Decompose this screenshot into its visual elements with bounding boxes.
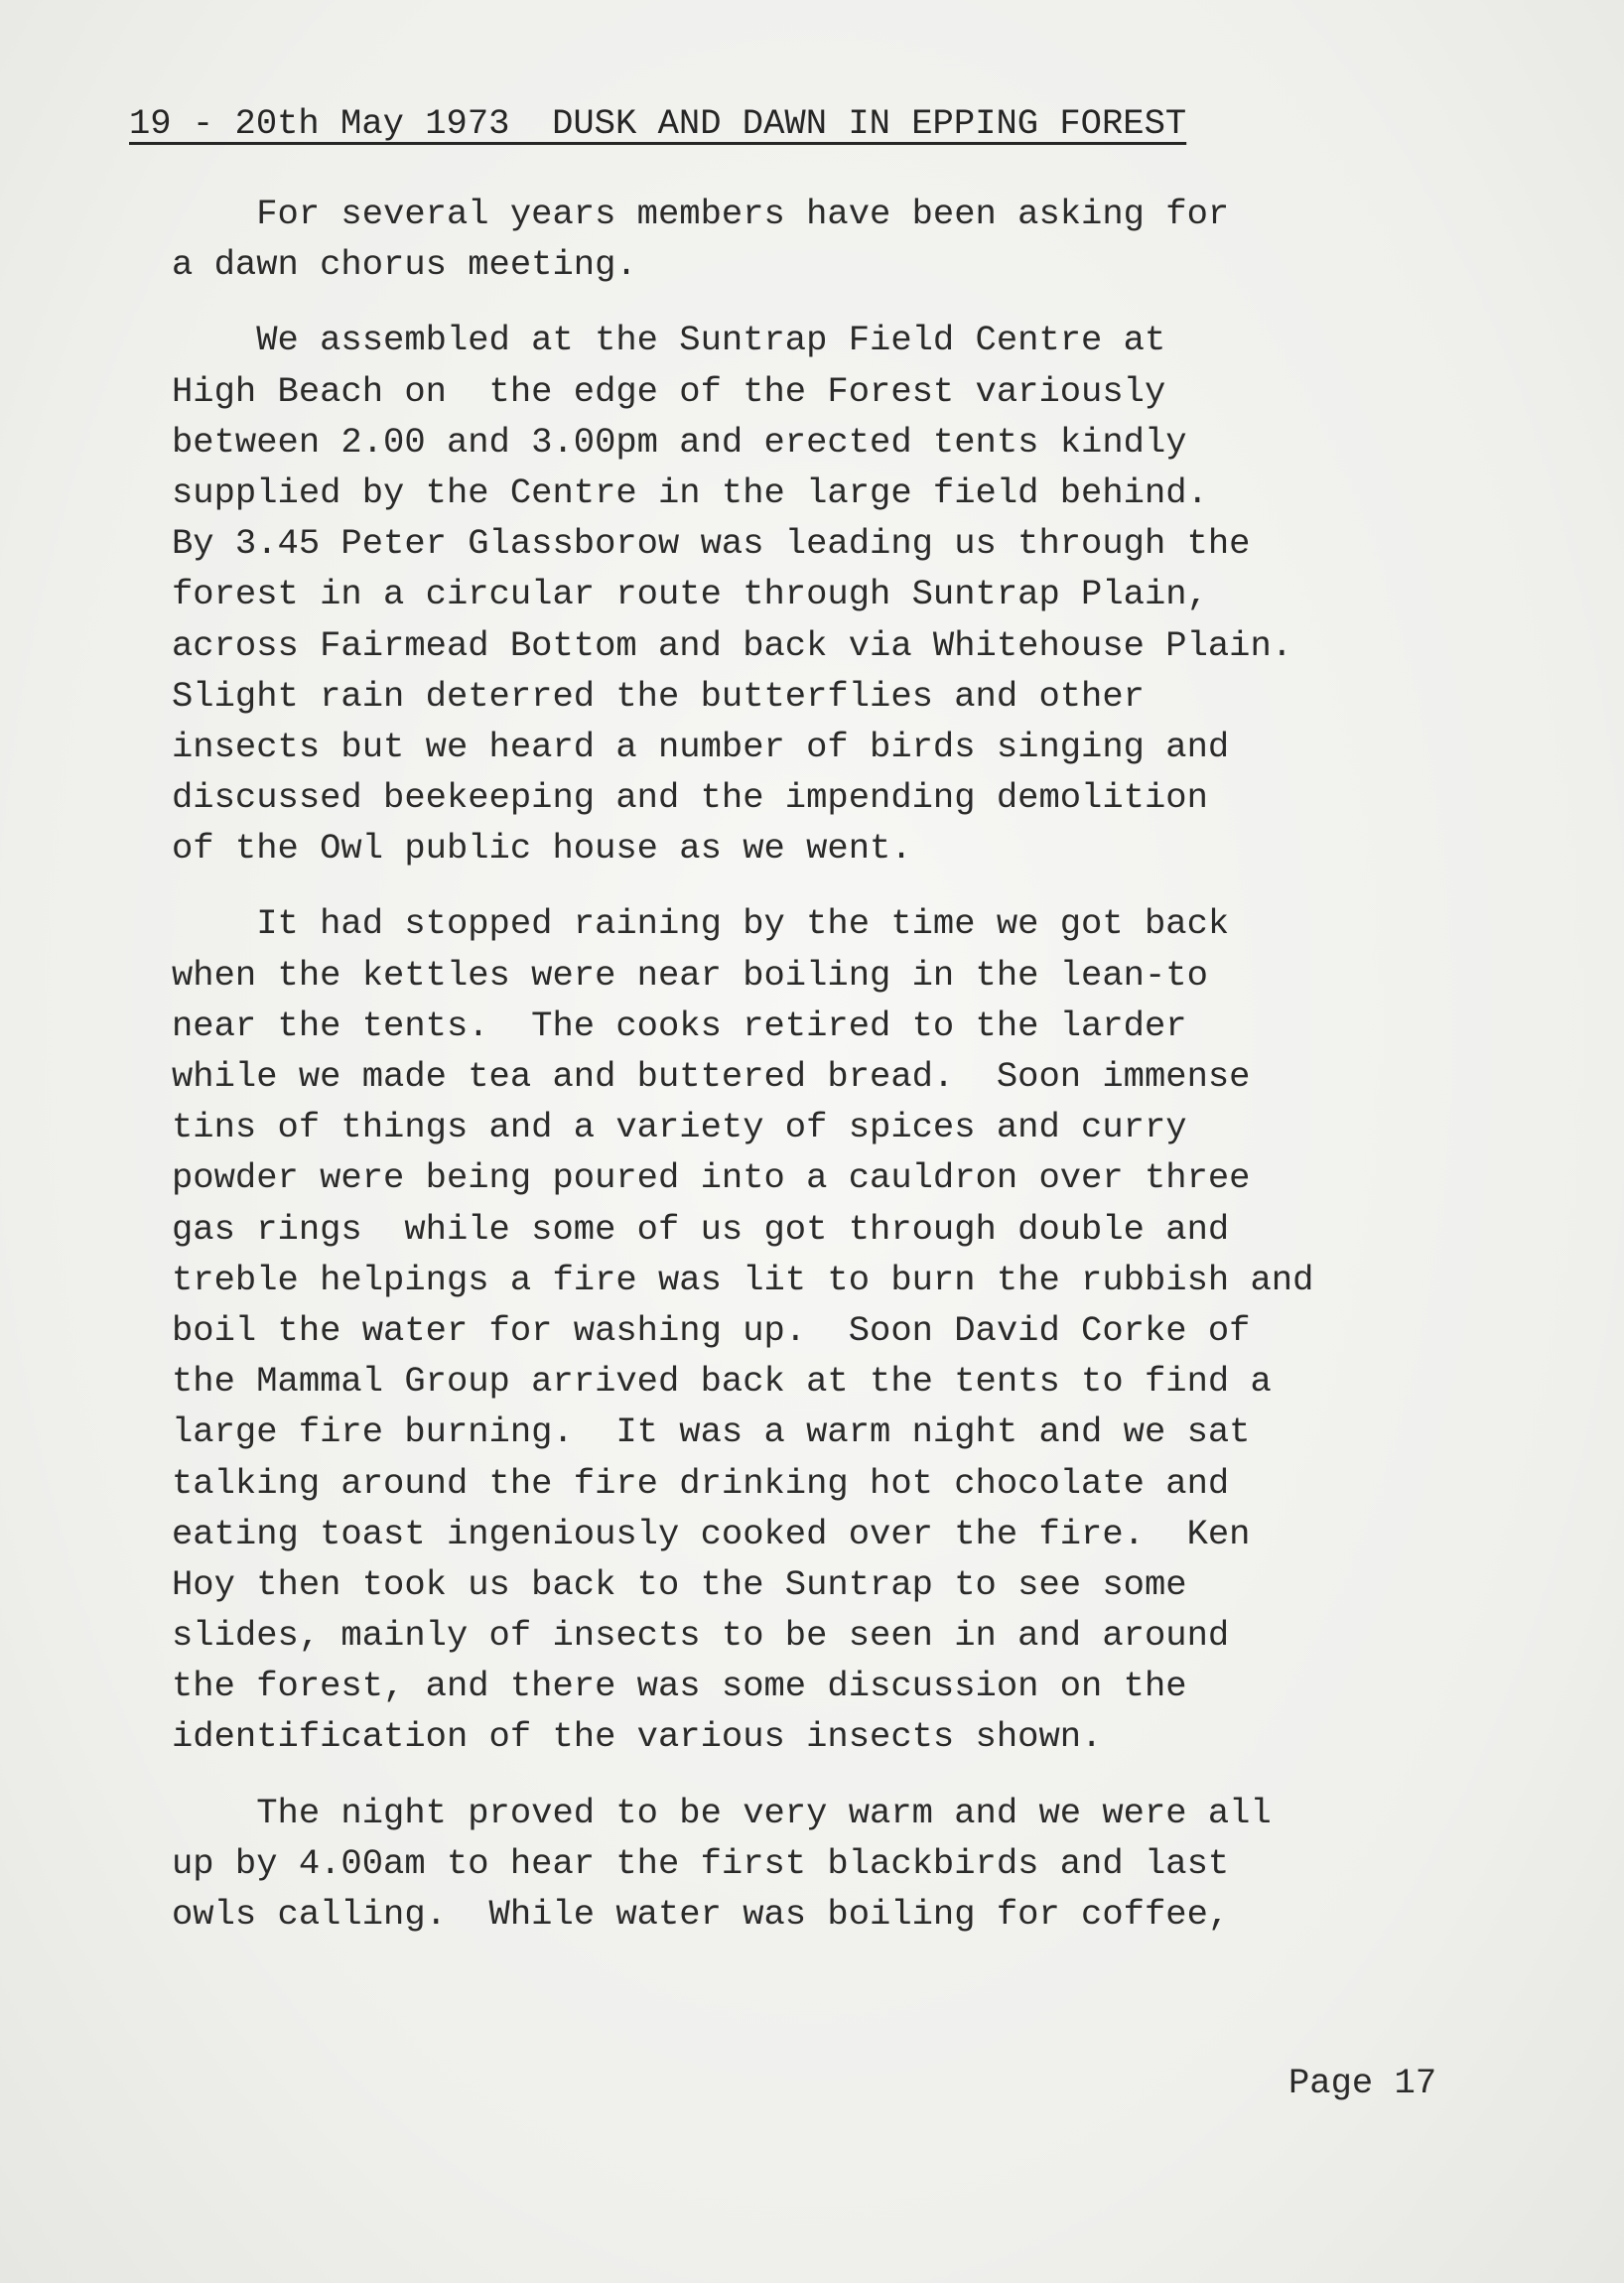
paragraph-3 [172,898,1601,1762]
text-line: eating toast ingeniously cooked over the fire. Ken [172,1513,1251,1554]
text-line: supplied by the Centre in the large field behind. [172,471,1208,513]
text-line: identification of the various insects shown. [172,1716,1103,1758]
text-line: discussed beekeeping and the impending demolition [172,777,1208,819]
text-line: The night proved to be very warm and we were all [172,1792,1272,1833]
text-line: treble helpings a fire was lit to burn the rubbish and [172,1259,1314,1300]
text-line: insects but we heard a number of birds singing and [172,726,1230,767]
text-line: tins of things and a variety of spices and curry [172,1107,1187,1148]
text-line: across Fairmead Bottom and back via Whitehouse Plain. [172,624,1293,666]
text-line: High Beach on the edge of the Forest variously [172,370,1166,412]
text-line: near the tents. The cooks retired to the larder [172,1005,1187,1046]
body-text [172,189,1601,1940]
text-line: when the kettles were near boiling in the lean-to [172,954,1208,996]
text-line: We assembled at the Suntrap Field Centre at [172,320,1166,361]
text-line: between 2.00 and 3.00pm and erected tents kindly [172,421,1187,463]
text-line: For several years members have been asking for [172,194,1230,234]
text-line: a dawn chorus meeting. [172,244,637,286]
text-line: It had stopped raining by the time we got back [172,903,1230,945]
text-line: powder were being poured into a cauldron over three [172,1157,1251,1199]
text-line: the forest, and there was some discussion on the [172,1666,1187,1707]
text-line: forest in a circular route through Suntrap Plain, [172,574,1208,615]
text-line: Slight rain deterred the butterflies and other [172,675,1145,717]
text-line: talking around the fire drinking hot chocolate and [172,1462,1230,1504]
page-number: Page 17 [1288,2063,1437,2103]
paragraph-1 [172,189,1601,290]
text-line: the Mammal Group arrived back at the tents to find a [172,1361,1272,1403]
text-line: boil the water for washing up. Soon David Corke of [172,1309,1251,1351]
text-line: Hoy then took us back to the Suntrap to see some [172,1563,1187,1605]
text-line: owls calling. While water was boiling for coffee, [172,1894,1230,1935]
text-line: gas rings while some of us got through double and [172,1208,1230,1250]
page-title: 19 - 20th May 1973 DUSK AND DAWN IN EPPING FOREST [129,103,1187,144]
paragraph-4 [172,1788,1601,1941]
text-line: slides, mainly of insects to be seen in and around [172,1615,1230,1657]
text-line: of the Owl public house as we went. [172,828,912,870]
text-line: By 3.45 Peter Glassborow was leading us through the [172,523,1251,565]
text-line: while we made tea and buttered bread. Soon immense [172,1056,1251,1097]
text-line: up by 4.00am to hear the first blackbirds and last [172,1842,1230,1884]
text-line: large fire burning. It was a warm night and we sat [172,1411,1251,1453]
paragraph-2 [172,315,1601,873]
